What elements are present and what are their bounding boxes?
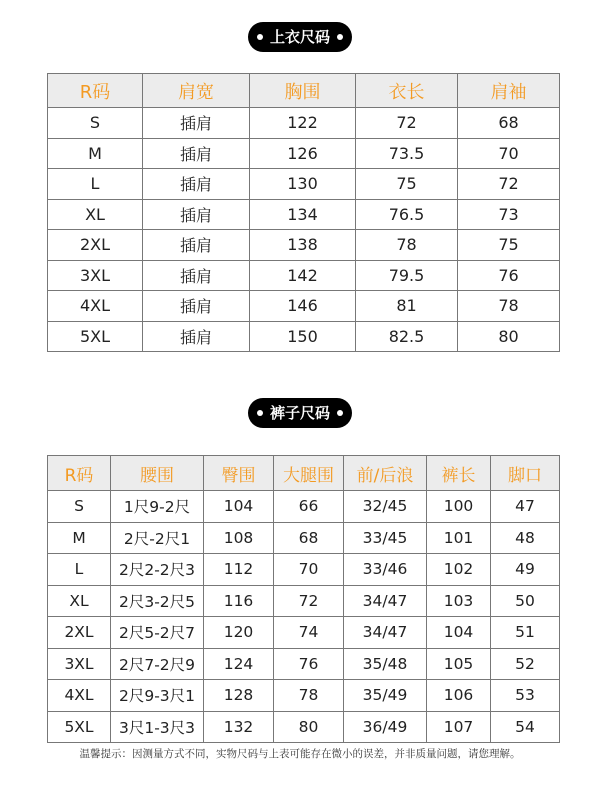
bottom-table-cell: 4XL: [48, 680, 111, 712]
bottom-table-cell: 50: [491, 585, 560, 617]
bottom-table-cell: 2XL: [48, 617, 111, 649]
bottom-table-cell: 51: [491, 617, 560, 649]
bottom-table-cell: 34/47: [344, 585, 427, 617]
left-dot-icon: [257, 34, 263, 40]
top-table-cell: 146: [250, 291, 356, 322]
top-table-row: [48, 199, 560, 230]
top-table-cell: 插肩: [143, 138, 250, 169]
top-section-title: [248, 22, 352, 52]
bottom-table-cell: M: [48, 522, 111, 554]
bottom-section-title-wrap: [0, 398, 600, 428]
top-table-cell: 73: [458, 199, 560, 230]
bottom-table-cell: 66: [274, 491, 344, 523]
bottom-section-title-text: 裤子尺码: [269, 404, 330, 422]
top-table-header-row: [48, 74, 560, 108]
top-table-cell: 5XL: [48, 321, 143, 352]
bottom-table-cell: 100: [427, 491, 491, 523]
bottom-table-cell: 2尺7-2尺9: [111, 648, 204, 680]
bottom-table-row: [48, 680, 560, 712]
bottom-table-cell: 101: [427, 522, 491, 554]
bottom-table-cell: 128: [204, 680, 274, 712]
bottom-table-cell: 2尺2-2尺3: [111, 554, 204, 586]
bottom-table-cell: 132: [204, 711, 274, 743]
bottom-table-body: [48, 491, 560, 743]
top-table-cell: 72: [356, 108, 458, 139]
bottom-table-cell: 80: [274, 711, 344, 743]
bottom-table-cell: 2尺-2尺1: [111, 522, 204, 554]
bottom-table-cell: 5XL: [48, 711, 111, 743]
bottom-table-cell: 120: [204, 617, 274, 649]
top-table-cell: 138: [250, 230, 356, 261]
bottom-table-cell: XL: [48, 585, 111, 617]
bottom-header-cell: 腰围: [111, 456, 204, 491]
top-table-row: [48, 108, 560, 139]
bottom-table-cell: 102: [427, 554, 491, 586]
bottom-table-header-row: [48, 456, 560, 491]
bottom-table-cell: 2尺9-3尺1: [111, 680, 204, 712]
top-table-cell: 122: [250, 108, 356, 139]
bottom-header-cell: 前/后浪: [344, 456, 427, 491]
top-table-cell: 75: [356, 169, 458, 200]
bottom-table-cell: 112: [204, 554, 274, 586]
top-table-row: [48, 321, 560, 352]
top-header-cell: 衣长: [356, 74, 458, 108]
top-header-cell: R码: [48, 74, 143, 108]
top-table-cell: 126: [250, 138, 356, 169]
top-section-title-text: 上衣尺码: [269, 28, 330, 46]
top-header-cell: 肩袖: [458, 74, 560, 108]
bottom-table-row: [48, 522, 560, 554]
bottom-table-cell: 32/45: [344, 491, 427, 523]
top-table-cell: 142: [250, 260, 356, 291]
bottom-table-cell: 47: [491, 491, 560, 523]
bottom-table-row: [48, 585, 560, 617]
top-table-cell: 130: [250, 169, 356, 200]
bottom-table-cell: 52: [491, 648, 560, 680]
bottom-header-cell: 臀围: [204, 456, 274, 491]
top-table-cell: XL: [48, 199, 143, 230]
footnote: 温馨提示：因测量方式不同，实物尺码与上表可能存在微小的误差，并非质量问题，请您理解。: [79, 748, 521, 760]
top-table-cell: 82.5: [356, 321, 458, 352]
bottom-table-cell: S: [48, 491, 111, 523]
bottom-table-cell: 33/46: [344, 554, 427, 586]
bottom-table-cell: 74: [274, 617, 344, 649]
top-table-cell: 插肩: [143, 108, 250, 139]
top-table-body: [48, 108, 560, 352]
bottom-table-cell: 104: [204, 491, 274, 523]
top-table-cell: 70: [458, 138, 560, 169]
bottom-table-cell: 76: [274, 648, 344, 680]
top-table-cell: 81: [356, 291, 458, 322]
left-dot-icon: [257, 410, 263, 416]
bottom-table-cell: 108: [204, 522, 274, 554]
top-table-cell: L: [48, 169, 143, 200]
top-table-cell: 2XL: [48, 230, 143, 261]
top-table-cell: 78: [458, 291, 560, 322]
bottom-table-row: [48, 711, 560, 743]
bottom-table-cell: 2尺3-2尺5: [111, 585, 204, 617]
bottom-table-cell: 78: [274, 680, 344, 712]
bottom-table-cell: 3XL: [48, 648, 111, 680]
bottom-table-cell: 116: [204, 585, 274, 617]
bottom-table-cell: L: [48, 554, 111, 586]
bottom-table-cell: 2尺5-2尺7: [111, 617, 204, 649]
bottom-table-cell: 103: [427, 585, 491, 617]
top-table-cell: 134: [250, 199, 356, 230]
top-table-cell: 插肩: [143, 199, 250, 230]
bottom-table-cell: 68: [274, 522, 344, 554]
top-table-cell: 插肩: [143, 260, 250, 291]
bottom-table-row: [48, 617, 560, 649]
top-table-row: [48, 260, 560, 291]
top-table-cell: 3XL: [48, 260, 143, 291]
top-table-cell: 76.5: [356, 199, 458, 230]
bottom-table-cell: 36/49: [344, 711, 427, 743]
top-section-title-wrap: [0, 22, 600, 52]
bottom-table-cell: 35/48: [344, 648, 427, 680]
right-dot-icon: [337, 410, 343, 416]
bottom-table-cell: 107: [427, 711, 491, 743]
bottom-table-cell: 33/45: [344, 522, 427, 554]
top-table-cell: 4XL: [48, 291, 143, 322]
bottom-table-cell: 124: [204, 648, 274, 680]
top-table-cell: M: [48, 138, 143, 169]
bottom-table-cell: 72: [274, 585, 344, 617]
top-table-cell: 73.5: [356, 138, 458, 169]
top-table-cell: 插肩: [143, 321, 250, 352]
top-table-cell: 76: [458, 260, 560, 291]
right-dot-icon: [337, 34, 343, 40]
bottom-table-cell: 34/47: [344, 617, 427, 649]
top-table-row: [48, 169, 560, 200]
top-size-table: [47, 73, 560, 352]
top-table-cell: 78: [356, 230, 458, 261]
top-table-cell: 79.5: [356, 260, 458, 291]
bottom-header-cell: 裤长: [427, 456, 491, 491]
top-table-cell: 80: [458, 321, 560, 352]
top-table-row: [48, 230, 560, 261]
top-table-cell: S: [48, 108, 143, 139]
top-table-cell: 插肩: [143, 291, 250, 322]
bottom-table-row: [48, 648, 560, 680]
bottom-table-cell: 35/49: [344, 680, 427, 712]
bottom-header-cell: 大腿围: [274, 456, 344, 491]
top-header-cell: 肩宽: [143, 74, 250, 108]
bottom-header-cell: 脚口: [491, 456, 560, 491]
bottom-table-row: [48, 491, 560, 523]
bottom-table-cell: 106: [427, 680, 491, 712]
top-header-cell: 胸围: [250, 74, 356, 108]
bottom-table-cell: 53: [491, 680, 560, 712]
top-table-cell: 150: [250, 321, 356, 352]
bottom-table-row: [48, 554, 560, 586]
bottom-table-cell: 105: [427, 648, 491, 680]
top-table-cell: 75: [458, 230, 560, 261]
bottom-table-cell: 1尺9-2尺: [111, 491, 204, 523]
top-table-cell: 插肩: [143, 230, 250, 261]
top-table-row: [48, 291, 560, 322]
bottom-table-cell: 104: [427, 617, 491, 649]
top-table-row: [48, 138, 560, 169]
bottom-size-table: [47, 455, 560, 743]
top-table-cell: 72: [458, 169, 560, 200]
top-table-cell: 68: [458, 108, 560, 139]
bottom-header-cell: R码: [48, 456, 111, 491]
bottom-table-cell: 49: [491, 554, 560, 586]
bottom-table-cell: 54: [491, 711, 560, 743]
bottom-table-cell: 48: [491, 522, 560, 554]
bottom-table-cell: 70: [274, 554, 344, 586]
top-table-cell: 插肩: [143, 169, 250, 200]
bottom-section-title: [248, 398, 352, 428]
bottom-table-cell: 3尺1-3尺3: [111, 711, 204, 743]
